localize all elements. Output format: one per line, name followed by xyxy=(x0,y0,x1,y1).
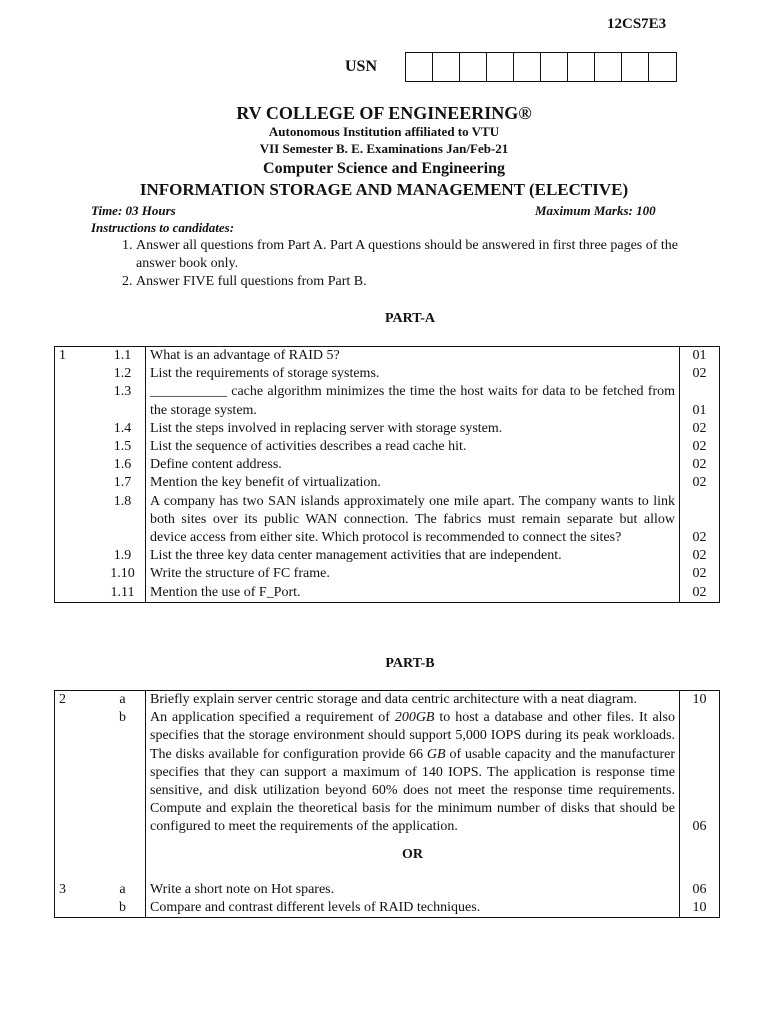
marks: 06 xyxy=(692,881,707,897)
time-duration: Time: 03 Hours xyxy=(91,203,176,218)
part-a-table xyxy=(54,346,720,603)
table-row xyxy=(55,365,720,383)
part-b-table xyxy=(54,690,720,918)
sub-number: 1.1 xyxy=(100,347,146,366)
question-number: 2 xyxy=(59,692,66,707)
instruction-item: 2. Answer FIVE full questions from Part B. xyxy=(136,273,706,291)
instructions-list xyxy=(110,237,706,291)
question-text: What is an advantage of RAID 5? xyxy=(146,347,680,366)
usn-box[interactable] xyxy=(649,53,676,81)
usn-box[interactable] xyxy=(487,53,514,81)
table-row xyxy=(55,420,720,438)
question-text: List the three key data center management activities that are independent. xyxy=(146,547,680,565)
sub-number: 1.10 xyxy=(100,565,146,583)
question-text: An application specified a requirement of 200GB to host a database and other files. It also specifies that the storage environment should support 5,000 IOPS during its peak workloads. The disks available for configuration provide 66 GB of usable capacity and the manufacturer specifies that they can support a maximum of 140 IOPS. The application is response time sensitive, and disk utilization beyond 60% does not meet the response time requirements. Compute and explain the theoretical basis for the minimum number of disks that should be configured to meet the requirements of the application. xyxy=(146,709,680,836)
question-text: Mention the use of F_Port. xyxy=(146,584,680,603)
table-row xyxy=(55,438,720,456)
marks: 02 xyxy=(692,439,707,455)
part-a-title: PART-A xyxy=(384,311,436,326)
question-number: 3 xyxy=(59,881,66,897)
marks: 02 xyxy=(692,475,707,491)
sub-letter: b xyxy=(100,899,146,918)
marks: 10 xyxy=(692,692,707,707)
sub-number: 1.8 xyxy=(100,493,146,548)
sub-number: 1.3 xyxy=(100,383,146,419)
table-row xyxy=(55,709,720,836)
marks: 10 xyxy=(692,900,707,916)
instruction-item: 1. Answer all questions from Part A. Part A questions should be answered in first three pages of the answer book only. xyxy=(136,237,706,273)
part-b-title: PART-B xyxy=(385,656,435,671)
question-text: ___________ cache algorithm minimizes the time the host waits for data to be fetched from the storage system. xyxy=(146,383,680,419)
table-row xyxy=(55,383,720,419)
course-title: INFORMATION STORAGE AND MANAGEMENT (ELECTIVE) xyxy=(139,180,629,199)
college-subtitle: Autonomous Institution affiliated to VTU xyxy=(268,124,500,139)
usn-box[interactable] xyxy=(406,53,433,81)
usn-box[interactable] xyxy=(541,53,568,81)
question-number: 1 xyxy=(59,348,66,363)
table-row xyxy=(55,547,720,565)
usn-box[interactable] xyxy=(568,53,595,81)
question-text: List the sequence of activities describes a read cache hit. xyxy=(146,438,680,456)
maximum-marks: Maximum Marks: 100 xyxy=(535,203,656,218)
marks: 02 xyxy=(692,457,707,473)
question-text: Mention the key benefit of virtualization. xyxy=(146,474,680,492)
table-row xyxy=(55,347,720,366)
paper-code: 12CS7E3 xyxy=(607,16,667,32)
question-text: Compare and contrast different levels of RAID techniques. xyxy=(146,899,680,918)
department: Computer Science and Engineering xyxy=(263,160,505,177)
sub-number: 1.4 xyxy=(100,420,146,438)
sub-number: 1.2 xyxy=(100,365,146,383)
table-row xyxy=(55,691,720,710)
college-name: RV COLLEGE OF ENGINEERING® xyxy=(236,103,532,123)
marks: 06 xyxy=(692,819,707,835)
sub-number: 1.11 xyxy=(100,584,146,603)
question-text: Briefly explain server centric storage and data centric architecture with a neat diagram. xyxy=(146,691,680,710)
usn-box[interactable] xyxy=(622,53,649,81)
question-text: Write the structure of FC frame. xyxy=(146,565,680,583)
table-row xyxy=(55,584,720,603)
sub-number: 1.7 xyxy=(100,474,146,492)
marks: 02 xyxy=(692,566,707,582)
table-row xyxy=(55,565,720,583)
table-row xyxy=(55,881,720,899)
marks: 02 xyxy=(692,548,707,564)
marks: 02 xyxy=(692,584,707,600)
exam-title: VII Semester B. E. Examinations Jan/Feb-21 xyxy=(259,141,509,156)
sub-number: 1.6 xyxy=(100,456,146,474)
marks: 02 xyxy=(692,366,707,382)
table-row xyxy=(55,493,720,548)
usn-box[interactable] xyxy=(460,53,487,81)
or-row xyxy=(55,837,720,881)
usn-box[interactable] xyxy=(514,53,541,81)
table-row xyxy=(55,456,720,474)
sub-number: 1.9 xyxy=(100,547,146,565)
question-text: Write a short note on Hot spares. xyxy=(146,881,680,899)
question-text: List the requirements of storage systems. xyxy=(146,365,680,383)
usn-boxes[interactable] xyxy=(405,52,677,82)
table-row xyxy=(55,474,720,492)
question-text: List the steps involved in replacing server with storage system. xyxy=(146,420,680,438)
marks: 02 xyxy=(692,530,707,546)
sub-letter: b xyxy=(100,709,146,836)
usn-label: USN xyxy=(345,58,378,75)
sub-letter: a xyxy=(100,881,146,899)
marks: 01 xyxy=(692,348,707,363)
question-text: A company has two SAN islands approximately one mile apart. The company wants to link both sites over its public WAN connection. The fabrics must remain separate but allow device access from either site. Which protocol is recommended to connect the sites? xyxy=(146,493,680,548)
or-separator: OR xyxy=(146,837,680,881)
usn-box[interactable] xyxy=(595,53,622,81)
table-row xyxy=(55,899,720,918)
marks: 01 xyxy=(692,402,707,418)
marks: 02 xyxy=(692,420,707,436)
sub-number: 1.5 xyxy=(100,438,146,456)
question-text: Define content address. xyxy=(146,456,680,474)
instructions-title: Instructions to candidates: xyxy=(91,220,235,235)
usn-box[interactable] xyxy=(433,53,460,81)
sub-letter: a xyxy=(100,691,146,710)
